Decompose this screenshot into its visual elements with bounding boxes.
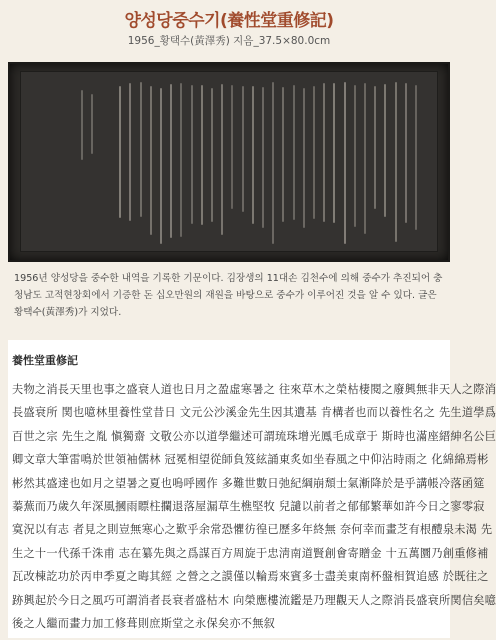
engraved-text-column — [395, 82, 397, 242]
engraved-text-column — [374, 86, 376, 209]
engraved-text-column — [354, 85, 356, 227]
artifact-subtitle: 1956_황택수(黃澤秀) 지음_37.5×80.0cm — [127, 35, 331, 47]
text-line: 百世之宗 先生之胤 愼獨齋 文敬公亦以道學繼述可謂琉珠增光鳳毛成章于 斯時也滿座縉紳名公巨 — [12, 429, 496, 443]
engraved-text-column — [405, 83, 407, 223]
text-line: 長盛衰所 関也噫林里養性堂昔日 文元公沙溪金先生因其遺基 肯構者也而以養性名之 先生道學爲 — [12, 406, 496, 420]
text-line: 生之十一代孫千洙甫 志在纂先與之爲謀百方周旋于忠淸南道賢創會寄贈金 十五萬圜乃創重修補 — [12, 546, 489, 560]
inscription-board-panel — [20, 71, 438, 252]
page-title: 양성당중수기(養性堂重修記) — [124, 11, 334, 31]
engraved-text-column — [333, 83, 335, 223]
engraved-signature-column — [91, 94, 93, 154]
engraved-text-column — [242, 86, 244, 212]
engraved-text-column — [160, 88, 162, 244]
engraved-text-column — [262, 87, 264, 228]
transcription-heading: 養性堂重修記 — [12, 354, 78, 367]
engraved-text-column — [129, 83, 131, 221]
text-line: 寞況以有志 者見之則豈無寒心之歎乎余常恐懼彷徨已歷多年終無 奈何幸而畫芝有根醴泉未渴 先 — [12, 523, 493, 537]
engraved-text-column — [272, 82, 274, 244]
engraved-text-column — [252, 86, 254, 224]
engraved-text-column — [323, 83, 325, 222]
transcription-text — [12, 378, 496, 635]
engraved-text-column — [344, 82, 346, 244]
text-line: 跡興起於今日之風巧可謂消者長衰者盛枯木 向榮應樓流鑑是乃理觀天人之際消長盛衰所関信矣噫 — [12, 593, 496, 607]
engraved-text-column — [384, 84, 386, 217]
engraved-text-column — [221, 84, 223, 235]
text-line: 後之人繼而畫力加工修葺則庶斯堂之永保矣亦不無叙 — [12, 617, 276, 631]
text-line: 夫物之消長天里也事之盛衰人道也日月之盈虛寒暑之 往來草木之榮枯棲閱之廢興無非天人之際消 — [12, 383, 496, 396]
engraved-text-column — [211, 88, 213, 223]
engraved-text-column — [201, 85, 203, 225]
engraved-text-column — [313, 86, 315, 219]
engraved-text-column — [150, 86, 152, 235]
engraved-text-column — [119, 86, 121, 218]
engraved-text-column — [140, 82, 142, 217]
engraved-text-column — [364, 83, 366, 233]
engraved-text-column — [293, 85, 295, 220]
engraved-text-column — [231, 85, 233, 209]
transcription-box — [8, 340, 496, 638]
engraved-text-column — [303, 88, 305, 228]
text-line: 蓁蕪而乃歲久年深風摑雨瞟柱攔退落屋漏草生樵堅牧 兒譴以前者之郁郁繁華如許今日之寥零寂 — [12, 500, 485, 514]
text-line: 彬然其盛達也如月之望暑之夏也嗚呼國作 多難世數日弛紀綱崩頹士氣漸降於是乎講帳冷落函筵 — [12, 476, 485, 490]
engraved-text-column — [191, 85, 193, 225]
text-line: 卿文章大筆雷鳴於世領袖儒林 冠冕相望從師負笈絃誦東炙如坐春風之中仰沾時雨之 化綿綿焉彬 — [12, 453, 489, 467]
engraved-text-column — [415, 85, 417, 230]
engraved-text-column — [180, 83, 182, 236]
inscription-board-image — [8, 62, 450, 262]
engraved-signature-column — [81, 90, 83, 160]
artifact-description: 1956년 양성당을 중수한 내역을 기록한 기문이다. 김장생의 11대손 김천수에 의해 중수가 추진되어 충청남도 고적현창회에서 기증한 돈 십오만원의 재원을 바탕으로 중수가 이루어진 것을 알 수 있다. 글은 황택수(黃澤秀)가 지었다. — [14, 273, 443, 318]
engraved-text-column — [170, 84, 172, 238]
text-line: 瓦改棟訖功於丙申季夏之晦其經 之營之之謨僅以輪焉來賓多士盡美東南杯盤相賀追感 於既往之 — [12, 570, 489, 584]
engraved-text-column — [282, 87, 284, 223]
